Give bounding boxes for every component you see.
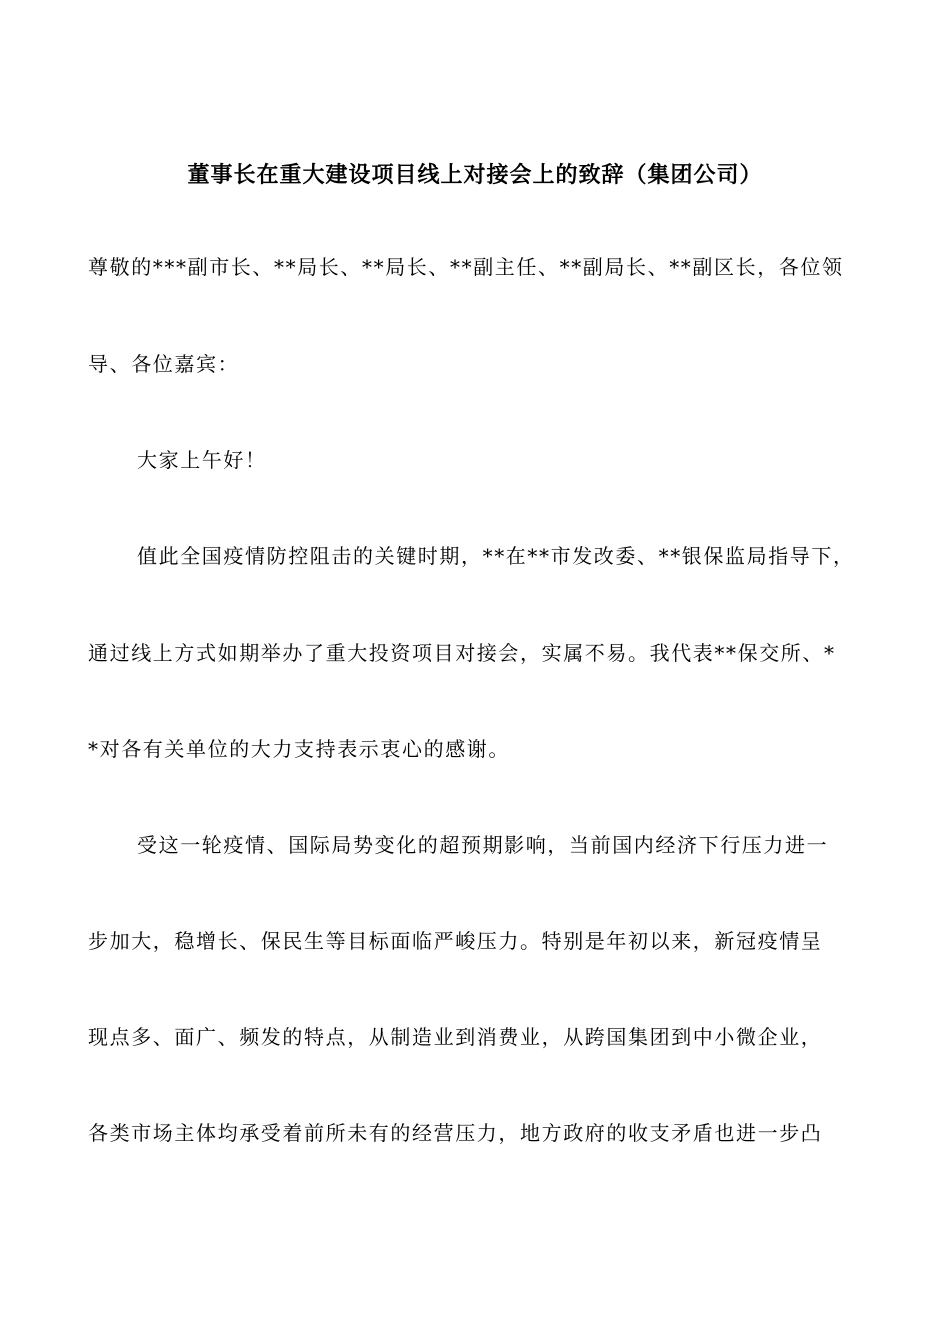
paragraph-1-line-3: *对各有关单位的大力支持表示衷心的感谢。 <box>88 737 510 761</box>
paragraph-1-line-1: 值此全国疫情防控阻击的关键时期，**在**市发改委、**银保监局指导下， <box>137 544 855 568</box>
paragraph-2-line-3: 现点多、面广、频发的特点，从制造业到消费业，从跨国集团到中小微企业， <box>88 1025 823 1049</box>
salutation-line-2: 导、各位嘉宾： <box>88 352 240 376</box>
paragraph-2-line-2: 步加大，稳增长、保民生等目标面临严峻压力。特别是年初以来，新冠疫情呈 <box>88 929 823 953</box>
paragraph-2-line-4: 各类市场主体均承受着前所未有的经营压力，地方政府的收支矛盾也进一步凸 <box>88 1121 823 1145</box>
greeting-line: 大家上午好！ <box>137 448 267 472</box>
paragraph-2-line-1: 受这一轮疫情、国际局势变化的超预期影响，当前国内经济下行压力进一 <box>137 833 829 857</box>
document-title: 董事长在重大建设项目线上对接会上的致辞（集团公司） <box>187 163 763 188</box>
paragraph-1-line-2: 通过线上方式如期举办了重大投资项目对接会，实属不易。我代表**保交所、* <box>88 641 836 665</box>
salutation-line-1: 尊敬的***副市长、**局长、**局长、**副主任、**副局长、**副区长，各位领 <box>88 255 844 279</box>
